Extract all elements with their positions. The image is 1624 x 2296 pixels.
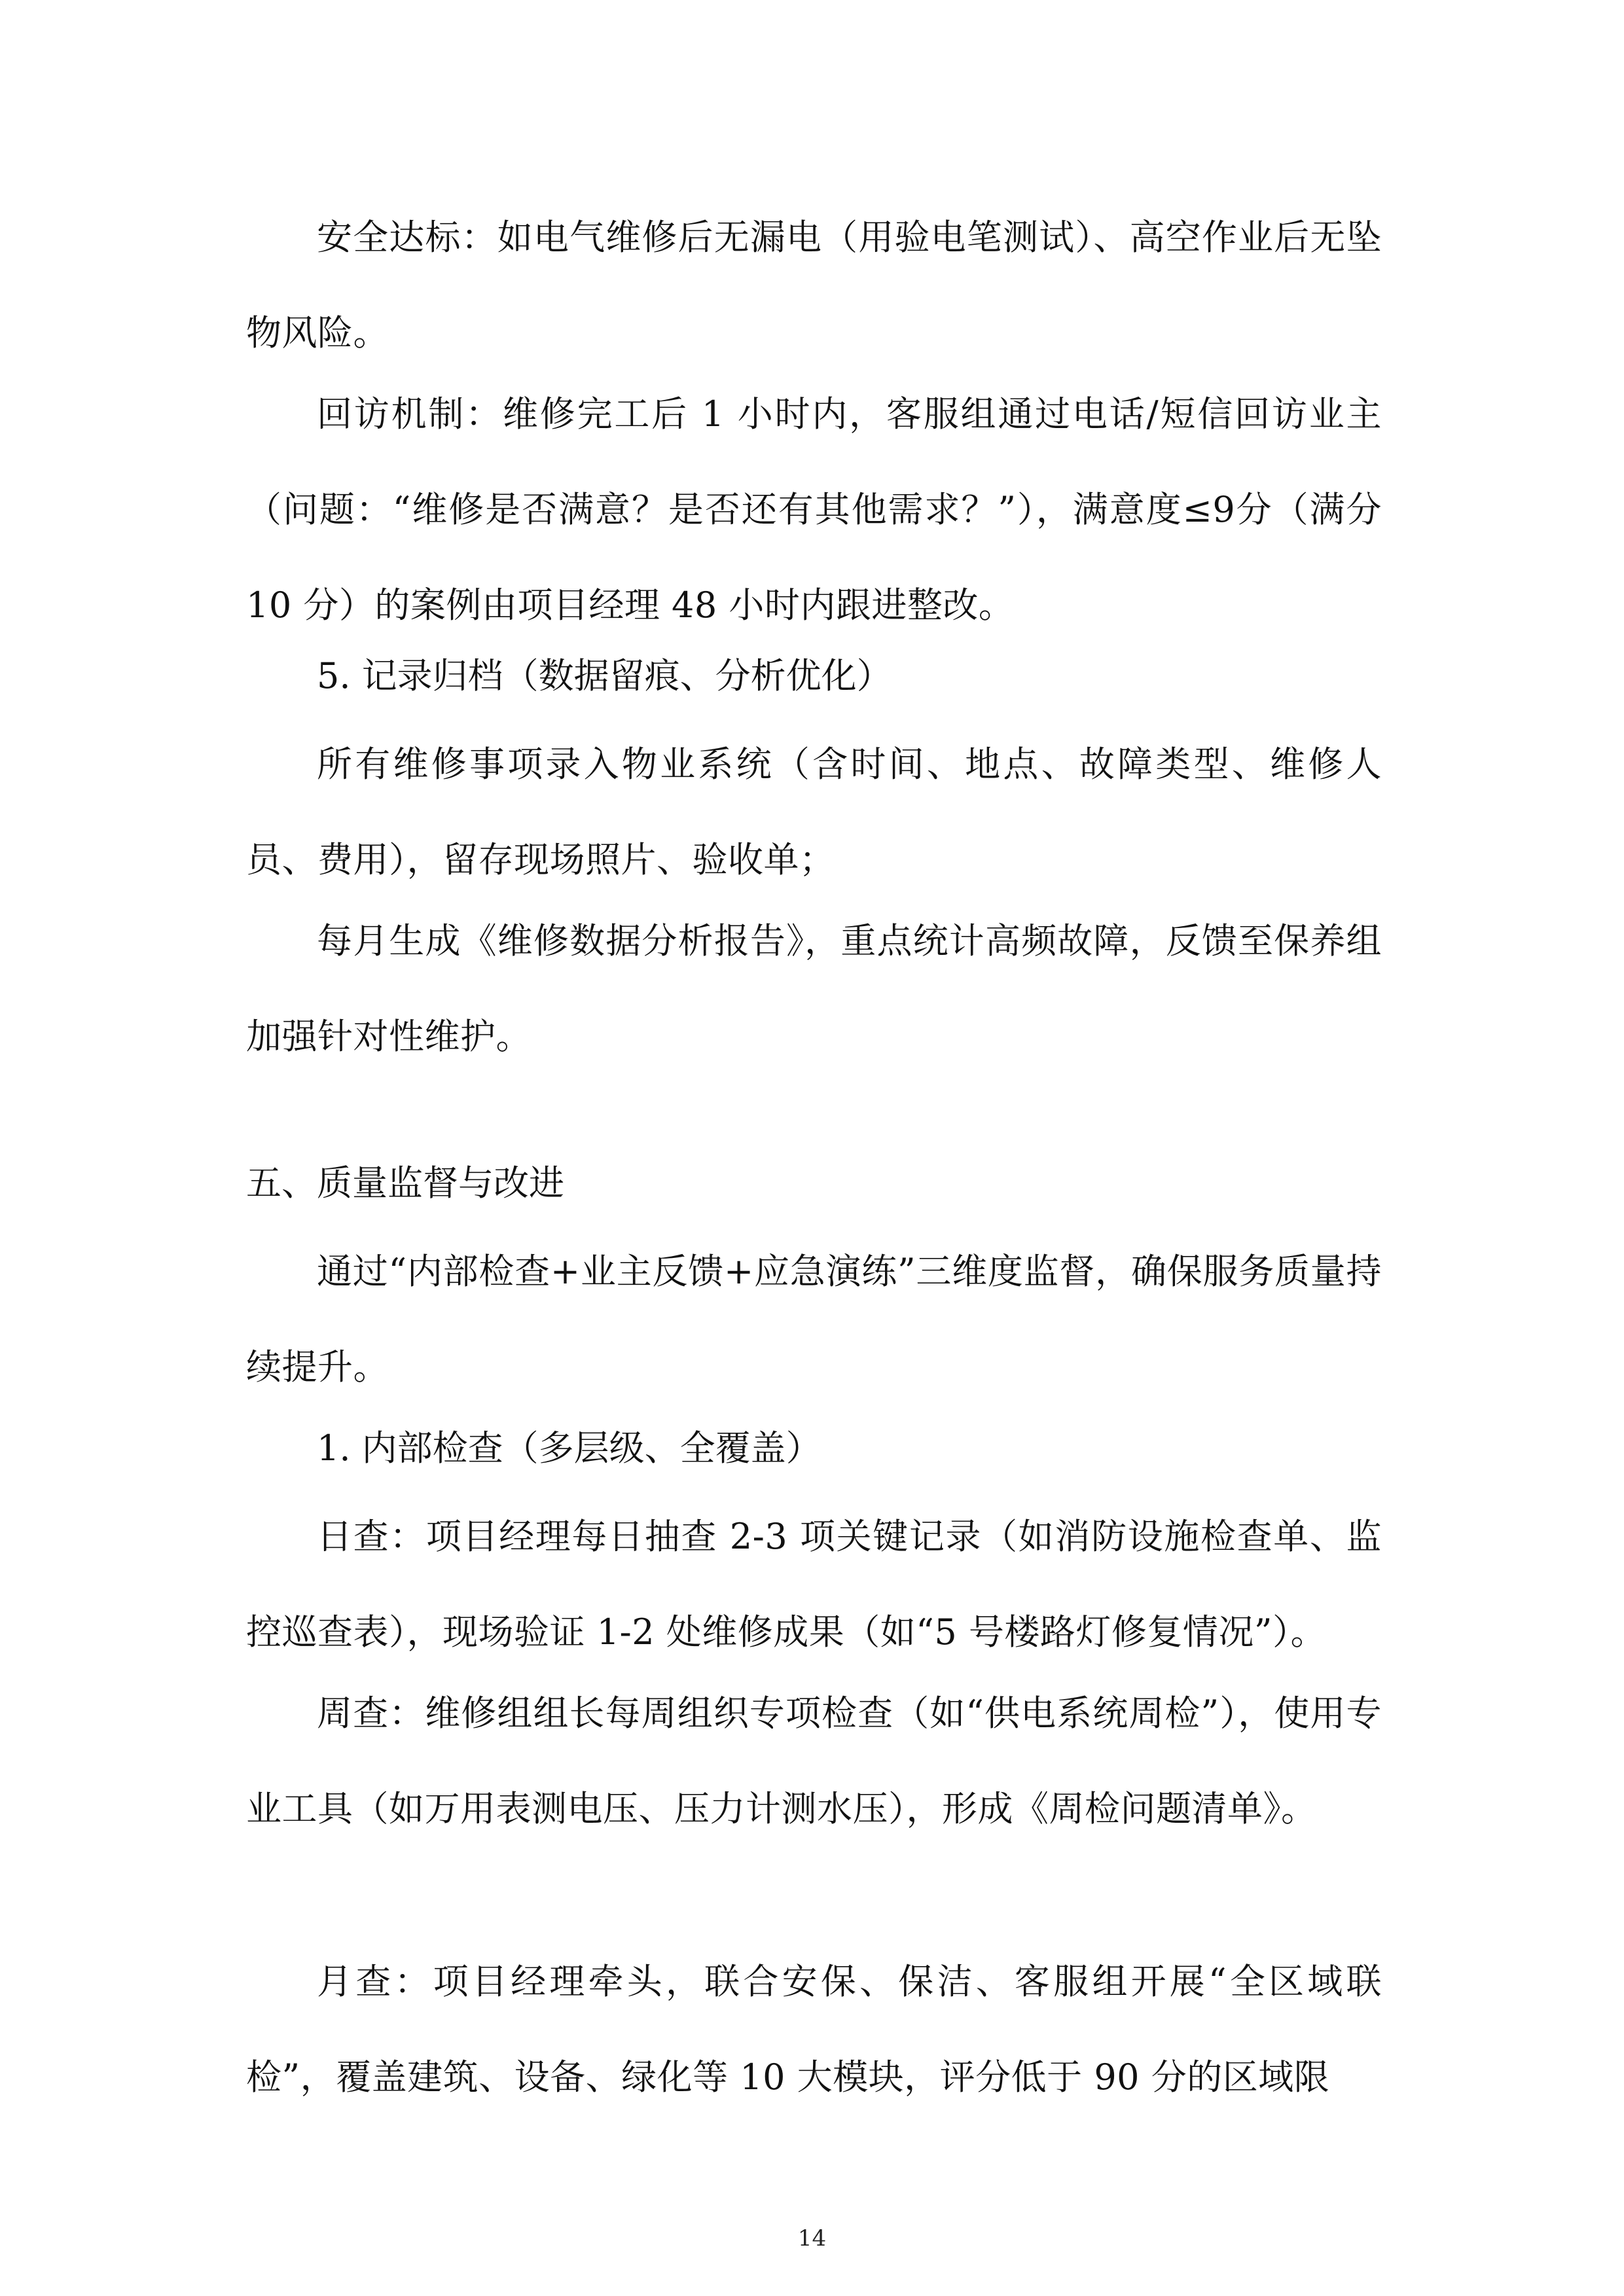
paragraph-daily-check: 日查：项目经理每日抽查 2-3 项关键记录（如消防设施检查单、监控巡查表），现场验证 1-2 处维修成果（如“5 号楼路灯修复情况”）。 (246, 1516, 1382, 1653)
subheading-record-archive: 5. 记录归档（数据留痕、分析优化） (317, 655, 892, 696)
paragraph-monthly-report: 每月生成《维修数据分析报告》，重点统计高频故障，反馈至保养组加强针对性维护。 (246, 920, 1382, 1057)
section-title-quality-supervision: 五、质量监督与改进 (246, 1162, 564, 1204)
subheading-internal-inspection: 1. 内部检查（多层级、全覆盖） (317, 1427, 821, 1469)
paragraph-safety-standard: 安全达标：如电气维修后无漏电（用验电笔测试）、高空作业后无坠物风险。 (246, 217, 1382, 353)
paragraph-system-entry: 所有维修事项录入物业系统（含时间、地点、故障类型、维修人员、费用），留存现场照片、验收单； (246, 744, 1382, 880)
paragraph-weekly-check: 周查：维修组组长每周组织专项检查（如“供电系统周检”），使用专业工具（如万用表测电压、压力计测水压），形成《周检问题清单》。 (246, 1693, 1382, 1829)
paragraph-three-dimension: 通过“内部检查+业主反馈+应急演练”三维度监督，确保服务质量持续提升。 (246, 1251, 1382, 1388)
paragraph-monthly-check: 月查：项目经理牵头，联合安保、保洁、客服组开展“全区域联检”，覆盖建筑、设备、绿化等 10 大模块，评分低于 90 分的区域限 (246, 1961, 1382, 2098)
paragraph-return-visit: 回访机制：维修完工后 1 小时内，客服组通过电话/短信回访业主（问题：“维修是否满意？是否还有其他需求？”），满意度≤9分（满分 10 分）的案例由项目经理 48 小时内跟进整改。 (246, 393, 1382, 626)
page-number: 14 (797, 2225, 827, 2251)
